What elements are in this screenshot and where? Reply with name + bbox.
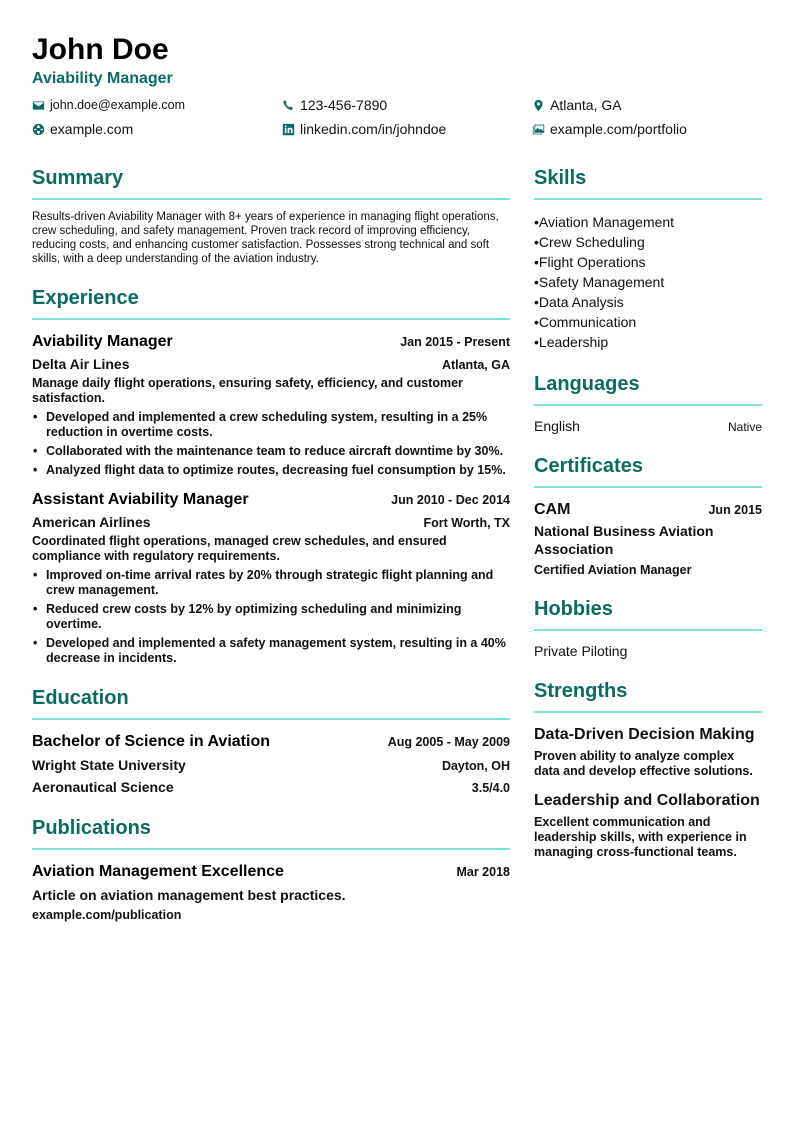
- skill-item: • Safety Management: [534, 272, 762, 292]
- contact-linkedin-text: linkedin.com/in/johndoe: [300, 121, 447, 137]
- contact-portfolio[interactable]: [532, 120, 762, 138]
- skill-item: • Aviation Management: [534, 212, 762, 232]
- right-column: [534, 166, 762, 942]
- resume-page: [32, 32, 762, 942]
- contact-phone-text: 123-456-7890: [300, 97, 388, 113]
- certificate-name: CAM: [534, 501, 571, 518]
- skill-item: • Data Analysis: [534, 292, 762, 312]
- strength-description: Proven ability to analyze complex data and develop effective solutions.: [534, 749, 753, 778]
- education-location: Dayton, OH: [441, 759, 510, 773]
- education-heading: Education: [32, 686, 510, 720]
- experience-heading: Experience: [32, 286, 510, 320]
- contact-email-text: john.doe@example.com: [50, 98, 185, 112]
- experience-section: [32, 286, 510, 666]
- experience-item: [32, 490, 510, 666]
- hobbies-section: [534, 597, 762, 659]
- skills-heading: Skills: [534, 166, 762, 200]
- hobbies-heading: Hobbies: [534, 597, 762, 631]
- summary-section: [32, 166, 510, 266]
- education-field: Aeronautical Science: [32, 779, 174, 795]
- language-item: [534, 418, 762, 434]
- education-gpa: 3.5/4.0: [471, 781, 510, 795]
- contact-website-text: example.com: [50, 121, 134, 137]
- certificate-issuer: National Business Aviation Association: [534, 523, 714, 557]
- experience-item: [32, 332, 510, 478]
- candidate-role: Aviability Manager: [32, 70, 173, 87]
- strengths-section: [534, 679, 762, 860]
- language-name: English: [534, 418, 580, 434]
- certificates-heading: Certificates: [534, 454, 762, 488]
- job-bullet: • Analyzed flight data to optimize routes, decreasing fuel consumption by 15%.: [32, 463, 510, 478]
- contact-website[interactable]: [32, 120, 282, 138]
- skill-item: • Leadership: [534, 332, 762, 352]
- strength-title: Leadership and Collaboration: [534, 792, 760, 809]
- contact-portfolio-text: example.com/portfolio: [550, 121, 687, 137]
- strength-item: [534, 791, 762, 860]
- job-bullet: • Developed and implemented a safety management system, resulting in a 40% decrease in incidents.: [32, 636, 510, 666]
- phone-icon: [282, 99, 295, 112]
- job-bullets: [32, 410, 510, 478]
- job-title: Aviability Manager: [32, 333, 173, 350]
- linkedin-icon: [282, 123, 295, 136]
- language-level: Native: [727, 420, 762, 434]
- skills-section: [534, 166, 762, 352]
- education-date: Aug 2005 - May 2009: [387, 735, 510, 749]
- strength-description: Excellent communication and leadership skills, with experience in managing cross-functional teams.: [534, 815, 747, 859]
- contact-info: [32, 96, 762, 138]
- job-bullet: • Improved on-time arrival rates by 20% through strategic flight planning and crew management.: [32, 568, 510, 598]
- strengths-heading: Strengths: [534, 679, 762, 713]
- job-company: Delta Air Lines: [32, 356, 130, 372]
- job-date: Jun 2010 - Dec 2014: [391, 493, 510, 507]
- certificate-date: Jun 2015: [708, 503, 762, 517]
- contact-phone[interactable]: [282, 96, 532, 114]
- skill-item: • Flight Operations: [534, 252, 762, 272]
- summary-text: Results-driven Aviability Manager with 8+ years of experience in managing flight operations, crew scheduling, and safety management. Proven track record of improving efficiency, reducing costs, and enhancing customer satisfaction. Possesses strong technical and soft skills, with a deep understanding of the aviation industry.: [32, 211, 499, 265]
- education-section: [32, 686, 510, 796]
- skills-list: [534, 212, 762, 352]
- summary-heading: Summary: [32, 166, 510, 200]
- job-bullet: • Reduced crew costs by 12% by optimizing scheduling and minimizing overtime.: [32, 602, 510, 632]
- email-icon: [32, 99, 45, 112]
- education-school: Wright State University: [32, 757, 186, 773]
- strength-item: [534, 725, 762, 779]
- contact-location: [532, 96, 762, 114]
- job-title: Assistant Aviability Manager: [32, 491, 249, 508]
- job-bullet: • Developed and implemented a crew scheduling system, resulting in a 25% reduction in overtime costs.: [32, 410, 510, 440]
- languages-section: [534, 372, 762, 434]
- publication-link[interactable]: example.com/publication: [32, 908, 182, 922]
- hobby-item: Private Piloting: [534, 643, 628, 659]
- publication-description: Article on aviation management best practices.: [32, 887, 346, 903]
- job-bullets: [32, 568, 510, 666]
- publication-date: Mar 2018: [456, 865, 510, 879]
- certificate-description: Certified Aviation Manager: [534, 563, 692, 577]
- contact-location-text: Atlanta, GA: [550, 97, 622, 113]
- left-column: [32, 166, 510, 942]
- portfolio-icon: [532, 123, 545, 136]
- skill-item: • Crew Scheduling: [534, 232, 762, 252]
- skill-item: • Communication: [534, 312, 762, 332]
- job-location: Atlanta, GA: [441, 358, 510, 372]
- certificates-section: [534, 454, 762, 577]
- globe-icon: [32, 123, 45, 136]
- contact-email[interactable]: [32, 96, 282, 114]
- strength-title: Data-Driven Decision Making: [534, 726, 755, 743]
- job-description: Manage daily flight operations, ensuring safety, efficiency, and customer satisfaction.: [32, 376, 463, 405]
- job-location: Fort Worth, TX: [423, 516, 510, 530]
- contact-linkedin[interactable]: [282, 120, 532, 138]
- job-date: Jan 2015 - Present: [400, 335, 510, 349]
- job-company: American Airlines: [32, 514, 151, 530]
- job-description: Coordinated flight operations, managed crew schedules, and ensured compliance with regulatory requirements.: [32, 534, 447, 563]
- candidate-name: John Doe: [32, 33, 169, 66]
- publications-heading: Publications: [32, 816, 510, 850]
- job-bullet: • Collaborated with the maintenance team to reduce aircraft downtime by 30%.: [32, 444, 510, 459]
- languages-heading: Languages: [534, 372, 762, 406]
- publications-section: [32, 816, 510, 922]
- publication-title: Aviation Management Excellence: [32, 863, 284, 880]
- location-icon: [532, 99, 545, 112]
- education-degree: Bachelor of Science in Aviation: [32, 733, 270, 750]
